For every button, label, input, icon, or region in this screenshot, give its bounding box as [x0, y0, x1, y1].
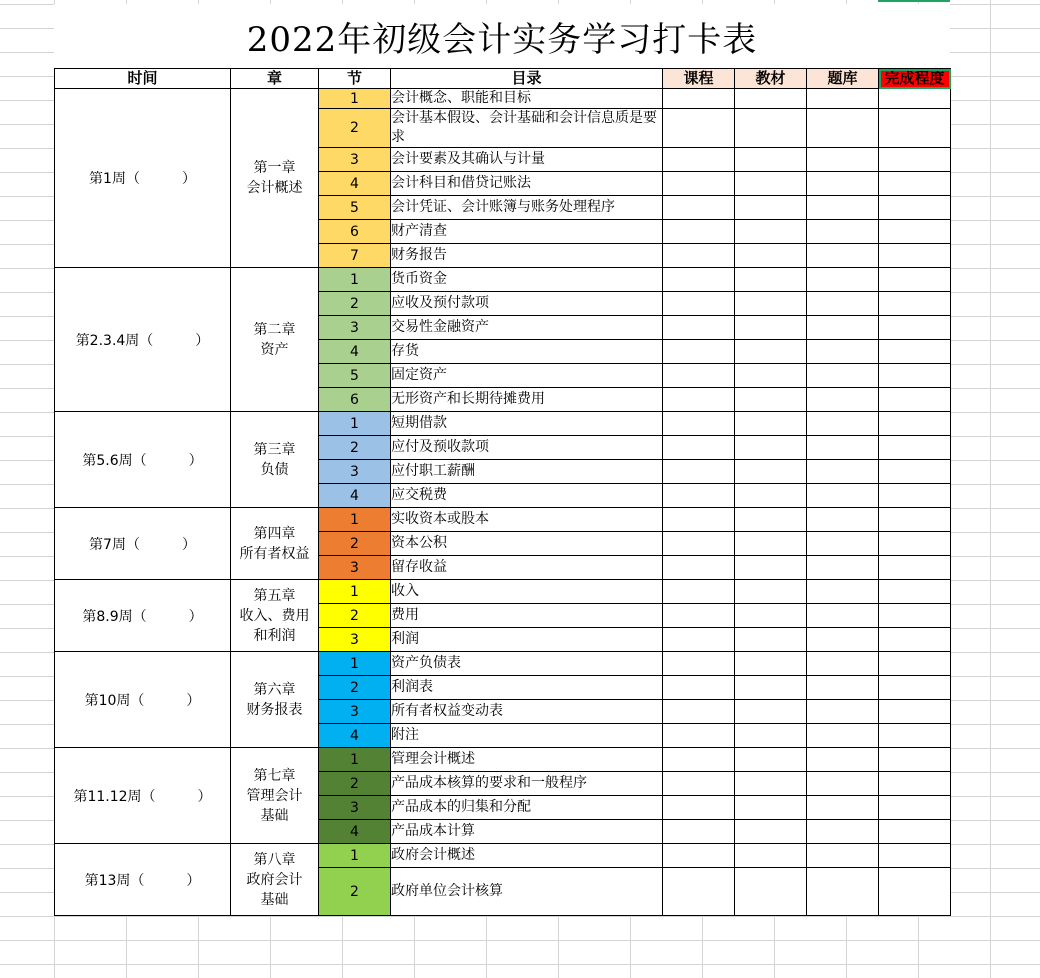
textbook-check-cell[interactable]: [735, 580, 807, 604]
week-cell[interactable]: 第8.9周（ ）: [55, 580, 231, 652]
course-check-cell[interactable]: [663, 748, 735, 772]
catalog-cell[interactable]: 会计基本假设、会计基础和会计信息质是要求: [391, 109, 663, 148]
progress-cell[interactable]: [879, 268, 951, 292]
questions-check-cell[interactable]: [807, 148, 879, 172]
catalog-cell[interactable]: 利润: [391, 628, 663, 652]
progress-cell[interactable]: [879, 220, 951, 244]
textbook-check-cell[interactable]: [735, 268, 807, 292]
catalog-cell[interactable]: 会计要素及其确认与计量: [391, 148, 663, 172]
section-number-cell[interactable]: 2: [319, 532, 391, 556]
course-check-cell[interactable]: [663, 532, 735, 556]
catalog-cell[interactable]: 产品成本的归集和分配: [391, 796, 663, 820]
catalog-cell[interactable]: 应付职工薪酬: [391, 460, 663, 484]
questions-check-cell[interactable]: [807, 436, 879, 460]
questions-check-cell[interactable]: [807, 700, 879, 724]
questions-check-cell[interactable]: [807, 268, 879, 292]
course-check-cell[interactable]: [663, 820, 735, 844]
textbook-check-cell[interactable]: [735, 532, 807, 556]
questions-check-cell[interactable]: [807, 796, 879, 820]
chapter-cell[interactable]: [231, 748, 319, 844]
course-check-cell[interactable]: [663, 556, 735, 580]
progress-cell[interactable]: [879, 724, 951, 748]
progress-cell[interactable]: [879, 460, 951, 484]
textbook-check-cell[interactable]: [735, 148, 807, 172]
catalog-cell[interactable]: 费用: [391, 604, 663, 628]
table-row: [55, 844, 951, 868]
catalog-cell[interactable]: 产品成本核算的要求和一般程序: [391, 772, 663, 796]
catalog-cell[interactable]: 存货: [391, 340, 663, 364]
questions-check-cell[interactable]: [807, 556, 879, 580]
questions-check-cell[interactable]: [807, 652, 879, 676]
chapter-line: 第四章: [253, 525, 296, 542]
textbook-check-cell[interactable]: [735, 460, 807, 484]
questions-check-cell[interactable]: [807, 196, 879, 220]
progress-cell[interactable]: [879, 604, 951, 628]
section-number-cell[interactable]: 1: [319, 844, 391, 868]
week-cell[interactable]: 第1周（ ）: [55, 89, 231, 268]
section-number-cell[interactable]: 1: [319, 580, 391, 604]
textbook-check-cell[interactable]: [735, 244, 807, 268]
chapter-cell[interactable]: [231, 580, 319, 652]
course-check-cell[interactable]: [663, 844, 735, 868]
course-check-cell[interactable]: [663, 244, 735, 268]
textbook-check-cell[interactable]: [735, 772, 807, 796]
textbook-check-cell[interactable]: [735, 292, 807, 316]
chapter-line: 基础: [260, 891, 289, 908]
catalog-cell[interactable]: 收入: [391, 580, 663, 604]
catalog-cell[interactable]: 附注: [391, 724, 663, 748]
chapter-cell[interactable]: [231, 508, 319, 580]
chapter-cell[interactable]: [231, 268, 319, 412]
textbook-check-cell[interactable]: [735, 820, 807, 844]
section-number-cell[interactable]: 1: [319, 748, 391, 772]
catalog-cell[interactable]: 财产清查: [391, 220, 663, 244]
table-row: [55, 748, 951, 772]
textbook-check-cell[interactable]: [735, 700, 807, 724]
progress-cell[interactable]: [879, 844, 951, 868]
section-number-cell[interactable]: 2: [319, 772, 391, 796]
textbook-check-cell[interactable]: [735, 340, 807, 364]
chapter-line: 所有者权益: [239, 545, 310, 562]
sheet-title: 2022年初级会计实务学习打卡表: [54, 4, 950, 68]
textbook-check-cell[interactable]: [735, 628, 807, 652]
table-row: [55, 268, 951, 292]
section-number-cell[interactable]: 1: [319, 268, 391, 292]
header-time[interactable]: 时间: [55, 69, 231, 89]
questions-check-cell[interactable]: [807, 868, 879, 916]
questions-check-cell[interactable]: [807, 676, 879, 700]
progress-cell[interactable]: [879, 700, 951, 724]
catalog-cell[interactable]: 资产负债表: [391, 652, 663, 676]
catalog-cell[interactable]: 政府单位会计核算: [391, 868, 663, 916]
course-check-cell[interactable]: [663, 796, 735, 820]
section-number-cell[interactable]: 5: [319, 364, 391, 388]
course-check-cell[interactable]: [663, 364, 735, 388]
textbook-check-cell[interactable]: [735, 316, 807, 340]
section-number-cell[interactable]: 3: [319, 316, 391, 340]
progress-cell[interactable]: [879, 508, 951, 532]
questions-check-cell[interactable]: [807, 364, 879, 388]
questions-check-cell[interactable]: [807, 316, 879, 340]
progress-cell[interactable]: [879, 652, 951, 676]
header-progress[interactable]: 完成程度: [879, 69, 951, 89]
course-check-cell[interactable]: [663, 868, 735, 916]
questions-check-cell[interactable]: [807, 460, 879, 484]
chapter-line: 管理会计: [246, 787, 303, 804]
catalog-cell[interactable]: 财务报告: [391, 244, 663, 268]
questions-check-cell[interactable]: [807, 244, 879, 268]
catalog-cell[interactable]: 实收资本或股本: [391, 508, 663, 532]
section-number-cell[interactable]: 3: [319, 148, 391, 172]
section-number-cell[interactable]: 4: [319, 340, 391, 364]
textbook-check-cell[interactable]: [735, 604, 807, 628]
progress-cell[interactable]: [879, 109, 951, 148]
week-cell[interactable]: 第13周（ ）: [55, 844, 231, 916]
progress-cell[interactable]: [879, 89, 951, 109]
textbook-check-cell[interactable]: [735, 652, 807, 676]
chapter-line: 会计概述: [246, 180, 303, 196]
table-row: [55, 652, 951, 676]
progress-cell[interactable]: [879, 244, 951, 268]
course-check-cell[interactable]: [663, 316, 735, 340]
header-questions[interactable]: 题库: [807, 69, 879, 89]
questions-check-cell[interactable]: [807, 604, 879, 628]
section-number-cell[interactable]: 6: [319, 220, 391, 244]
progress-cell[interactable]: [879, 316, 951, 340]
course-check-cell[interactable]: [663, 508, 735, 532]
section-number-cell[interactable]: 4: [319, 724, 391, 748]
catalog-cell[interactable]: 管理会计概述: [391, 748, 663, 772]
questions-check-cell[interactable]: [807, 412, 879, 436]
course-check-cell[interactable]: [663, 89, 735, 109]
course-check-cell[interactable]: [663, 388, 735, 412]
table-row: [55, 412, 951, 436]
progress-cell[interactable]: [879, 436, 951, 460]
textbook-check-cell[interactable]: [735, 412, 807, 436]
course-check-cell[interactable]: [663, 148, 735, 172]
week-cell[interactable]: 第7周（ ）: [55, 508, 231, 580]
week-cell[interactable]: 第2.3.4周（ ）: [55, 268, 231, 412]
chapter-line: 资产: [260, 341, 289, 358]
catalog-cell[interactable]: 留存收益: [391, 556, 663, 580]
questions-check-cell[interactable]: [807, 89, 879, 109]
section-number-cell[interactable]: 3: [319, 628, 391, 652]
catalog-cell[interactable]: 会计概念、职能和目标: [391, 89, 663, 109]
catalog-cell[interactable]: 交易性金融资产: [391, 316, 663, 340]
section-number-cell[interactable]: 1: [319, 508, 391, 532]
course-check-cell[interactable]: [663, 196, 735, 220]
questions-check-cell[interactable]: [807, 484, 879, 508]
questions-check-cell[interactable]: [807, 532, 879, 556]
section-number-cell[interactable]: 1: [319, 652, 391, 676]
chapter-line: 收入、费用: [239, 607, 310, 624]
progress-cell[interactable]: [879, 820, 951, 844]
progress-cell[interactable]: [879, 532, 951, 556]
textbook-check-cell[interactable]: [735, 748, 807, 772]
study-checkin-table: [54, 68, 951, 916]
course-check-cell[interactable]: [663, 340, 735, 364]
questions-check-cell[interactable]: [807, 508, 879, 532]
chapter-line: 财务报表: [246, 701, 303, 718]
header-course[interactable]: 课程: [663, 69, 735, 89]
chapter-line: 第六章: [253, 681, 296, 698]
progress-cell[interactable]: [879, 172, 951, 196]
progress-cell[interactable]: [879, 556, 951, 580]
table-row: [55, 580, 951, 604]
catalog-cell[interactable]: 政府会计概述: [391, 844, 663, 868]
progress-cell[interactable]: [879, 364, 951, 388]
progress-cell[interactable]: [879, 580, 951, 604]
active-cell-indicator: [878, 0, 950, 2]
questions-check-cell[interactable]: [807, 580, 879, 604]
catalog-cell[interactable]: 应交税费: [391, 484, 663, 508]
section-number-cell[interactable]: 4: [319, 172, 391, 196]
chapter-cell[interactable]: [231, 844, 319, 916]
section-number-cell[interactable]: 2: [319, 604, 391, 628]
section-number-cell[interactable]: 2: [319, 109, 391, 148]
course-check-cell[interactable]: [663, 412, 735, 436]
catalog-cell[interactable]: 货币资金: [391, 268, 663, 292]
header-section[interactable]: 节: [319, 69, 391, 89]
course-check-cell[interactable]: [663, 700, 735, 724]
progress-cell[interactable]: [879, 484, 951, 508]
section-number-cell[interactable]: 3: [319, 796, 391, 820]
course-check-cell[interactable]: [663, 628, 735, 652]
course-check-cell[interactable]: [663, 484, 735, 508]
textbook-check-cell[interactable]: [735, 388, 807, 412]
section-number-cell[interactable]: 2: [319, 436, 391, 460]
course-check-cell[interactable]: [663, 172, 735, 196]
textbook-check-cell[interactable]: [735, 196, 807, 220]
course-check-cell[interactable]: [663, 460, 735, 484]
textbook-check-cell[interactable]: [735, 724, 807, 748]
catalog-cell[interactable]: 所有者权益变动表: [391, 700, 663, 724]
textbook-check-cell[interactable]: [735, 676, 807, 700]
textbook-check-cell[interactable]: [735, 508, 807, 532]
section-number-cell[interactable]: 7: [319, 244, 391, 268]
progress-cell[interactable]: [879, 292, 951, 316]
catalog-cell[interactable]: 产品成本计算: [391, 820, 663, 844]
progress-cell[interactable]: [879, 748, 951, 772]
section-number-cell[interactable]: 5: [319, 196, 391, 220]
questions-check-cell[interactable]: [807, 724, 879, 748]
course-check-cell[interactable]: [663, 676, 735, 700]
questions-check-cell[interactable]: [807, 340, 879, 364]
progress-cell[interactable]: [879, 412, 951, 436]
section-number-cell[interactable]: 2: [319, 868, 391, 916]
chapter-line: 负债: [260, 461, 289, 478]
section-number-cell[interactable]: 4: [319, 820, 391, 844]
questions-check-cell[interactable]: [807, 388, 879, 412]
questions-check-cell[interactable]: [807, 628, 879, 652]
section-number-cell[interactable]: 3: [319, 460, 391, 484]
questions-check-cell[interactable]: [807, 172, 879, 196]
course-check-cell[interactable]: [663, 436, 735, 460]
week-cell[interactable]: 第10周（ ）: [55, 652, 231, 748]
textbook-check-cell[interactable]: [735, 109, 807, 148]
course-check-cell[interactable]: [663, 580, 735, 604]
textbook-check-cell[interactable]: [735, 796, 807, 820]
questions-check-cell[interactable]: [807, 109, 879, 148]
textbook-check-cell[interactable]: [735, 89, 807, 109]
section-number-cell[interactable]: 2: [319, 292, 391, 316]
progress-cell[interactable]: [879, 340, 951, 364]
course-check-cell[interactable]: [663, 724, 735, 748]
progress-cell[interactable]: [879, 628, 951, 652]
catalog-cell[interactable]: 短期借款: [391, 412, 663, 436]
questions-check-cell[interactable]: [807, 844, 879, 868]
week-cell[interactable]: 第5.6周（ ）: [55, 412, 231, 508]
course-check-cell[interactable]: [663, 652, 735, 676]
catalog-cell[interactable]: 资本公积: [391, 532, 663, 556]
chapter-cell[interactable]: [231, 89, 319, 268]
section-number-cell[interactable]: 1: [319, 412, 391, 436]
chapter-line: 第五章: [253, 587, 296, 604]
course-check-cell[interactable]: [663, 292, 735, 316]
chapter-line: 政府会计: [246, 871, 303, 888]
textbook-check-cell[interactable]: [735, 484, 807, 508]
catalog-cell[interactable]: 固定资产: [391, 364, 663, 388]
chapter-cell[interactable]: [231, 652, 319, 748]
section-number-cell[interactable]: 4: [319, 484, 391, 508]
textbook-check-cell[interactable]: [735, 556, 807, 580]
catalog-cell[interactable]: 会计科目和借贷记账法: [391, 172, 663, 196]
chapter-line: 第七章: [253, 767, 296, 784]
questions-check-cell[interactable]: [807, 820, 879, 844]
catalog-cell[interactable]: 应付及预收款项: [391, 436, 663, 460]
course-check-cell[interactable]: [663, 772, 735, 796]
course-check-cell[interactable]: [663, 109, 735, 148]
progress-cell[interactable]: [879, 196, 951, 220]
textbook-check-cell[interactable]: [735, 364, 807, 388]
progress-cell[interactable]: [879, 772, 951, 796]
textbook-check-cell[interactable]: [735, 220, 807, 244]
chapter-line: 第一章: [253, 160, 296, 176]
questions-check-cell[interactable]: [807, 772, 879, 796]
catalog-cell[interactable]: 应收及预付款项: [391, 292, 663, 316]
section-number-cell[interactable]: 6: [319, 388, 391, 412]
chapter-cell[interactable]: [231, 412, 319, 508]
chapter-line: 基础: [260, 807, 289, 824]
textbook-check-cell[interactable]: [735, 844, 807, 868]
textbook-check-cell[interactable]: [735, 436, 807, 460]
chapter-line: 第二章: [253, 321, 296, 338]
questions-check-cell[interactable]: [807, 292, 879, 316]
progress-cell[interactable]: [879, 676, 951, 700]
section-number-cell[interactable]: 2: [319, 676, 391, 700]
course-check-cell[interactable]: [663, 268, 735, 292]
catalog-cell[interactable]: 会计凭证、会计账簿与账务处理程序: [391, 196, 663, 220]
section-number-cell[interactable]: 3: [319, 700, 391, 724]
chapter-line: 和利润: [253, 627, 296, 644]
header-chapter[interactable]: 章: [231, 69, 319, 89]
chapter-line: 第八章: [253, 851, 296, 868]
chapter-line: 第三章: [253, 441, 296, 458]
textbook-check-cell[interactable]: [735, 172, 807, 196]
section-number-cell[interactable]: 1: [319, 89, 391, 109]
section-number-cell[interactable]: 3: [319, 556, 391, 580]
course-check-cell[interactable]: [663, 220, 735, 244]
header-textbook[interactable]: 教材: [735, 69, 807, 89]
progress-cell[interactable]: [879, 388, 951, 412]
progress-cell[interactable]: [879, 796, 951, 820]
week-cell[interactable]: 第11.12周（ ）: [55, 748, 231, 844]
progress-cell[interactable]: [879, 868, 951, 916]
questions-check-cell[interactable]: [807, 748, 879, 772]
textbook-check-cell[interactable]: [735, 868, 807, 916]
header-catalog[interactable]: 目录: [391, 69, 663, 89]
table-row: [55, 89, 951, 109]
table-row: [55, 508, 951, 532]
course-check-cell[interactable]: [663, 604, 735, 628]
questions-check-cell[interactable]: [807, 220, 879, 244]
catalog-cell[interactable]: 利润表: [391, 676, 663, 700]
progress-cell[interactable]: [879, 148, 951, 172]
catalog-cell[interactable]: 无形资产和长期待摊费用: [391, 388, 663, 412]
